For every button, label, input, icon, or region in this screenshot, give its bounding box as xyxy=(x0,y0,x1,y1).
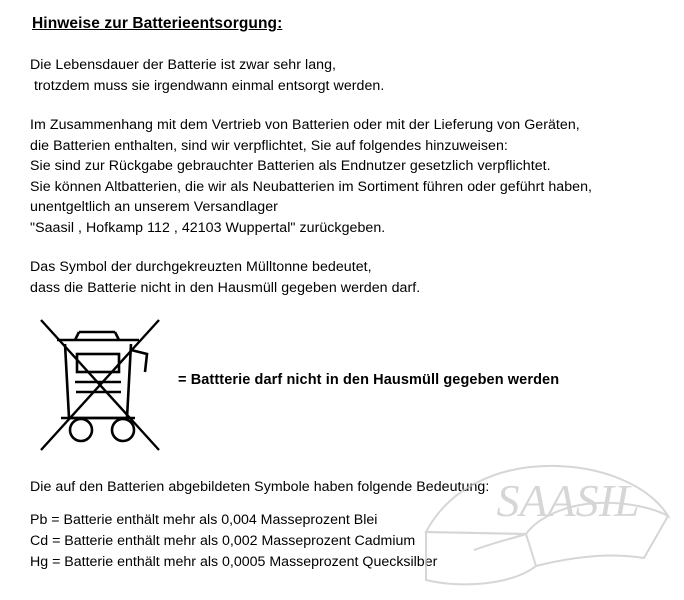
list-item: Hg = Batterie enthält mehr als 0,0005 Masseprozent Quecksilber xyxy=(30,553,438,570)
paragraph-line: Im Zusammenhang mit dem Vertrieb von Batterien oder mit der Lieferung von Geräten, xyxy=(30,117,580,133)
paragraph-obligations xyxy=(30,115,664,238)
paragraph-line: "Saasil , Hofkamp 112 , 42103 Wuppertal" zurückgeben. xyxy=(30,219,386,236)
spacer xyxy=(30,34,664,55)
spacer xyxy=(30,96,664,115)
symbol-section xyxy=(30,310,664,475)
symbol-caption: = Battterie darf nicht in den Hausmüll gegeben werden xyxy=(178,372,560,388)
spacer xyxy=(30,498,664,510)
paragraph-line: Sie sind zur Rückgabe gebrauchter Batterien als Endnutzer gesetzlich verpflichtet. xyxy=(30,158,551,174)
paragraph-line: unentgeltlich an unserem Versandlager xyxy=(30,199,278,215)
list-item: Cd = Batterie enthält mehr als 0,002 Masseprozent Cadmium xyxy=(30,532,416,549)
paragraph-line: die Batterien enthalten, sind wir verpflichtet, Sie auf folgendes hinzuweisen: xyxy=(30,137,508,154)
list-item: Pb = Batterie enthält mehr als 0,004 Masseprozent Blei xyxy=(30,511,378,528)
watermark-text: SAASIL xyxy=(496,475,640,526)
paragraph-line: Das Symbol der durchgekreuzten Mülltonne bedeutet, xyxy=(30,259,372,275)
spacer xyxy=(30,238,664,257)
paragraph-line: Die Lebensdauer der Batterie ist zwar sehr lang, xyxy=(30,57,337,73)
crossed-out-wheelie-bin-icon xyxy=(35,310,165,460)
paragraph-line: dass die Batterie nicht in den Hausmüll gegeben werden darf. xyxy=(30,279,421,296)
substance-list xyxy=(30,510,664,573)
paragraph-line: trotzdem muss sie irgendwann einmal entsorgt werden. xyxy=(30,77,385,94)
paragraph-line: Sie können Altbatterien, die wir als Neubatterien im Sortiment führen oder geführt haben, xyxy=(30,178,593,195)
paragraph-symbol-meaning xyxy=(30,257,664,298)
paragraph-symbol-legend: Die auf den Batterien abgebildeten Symbole haben folgende Bedeutung: xyxy=(30,479,490,495)
paragraph-lifespan xyxy=(30,55,664,96)
page-title: Hinweise zur Batterieentsorgung: xyxy=(32,15,283,32)
